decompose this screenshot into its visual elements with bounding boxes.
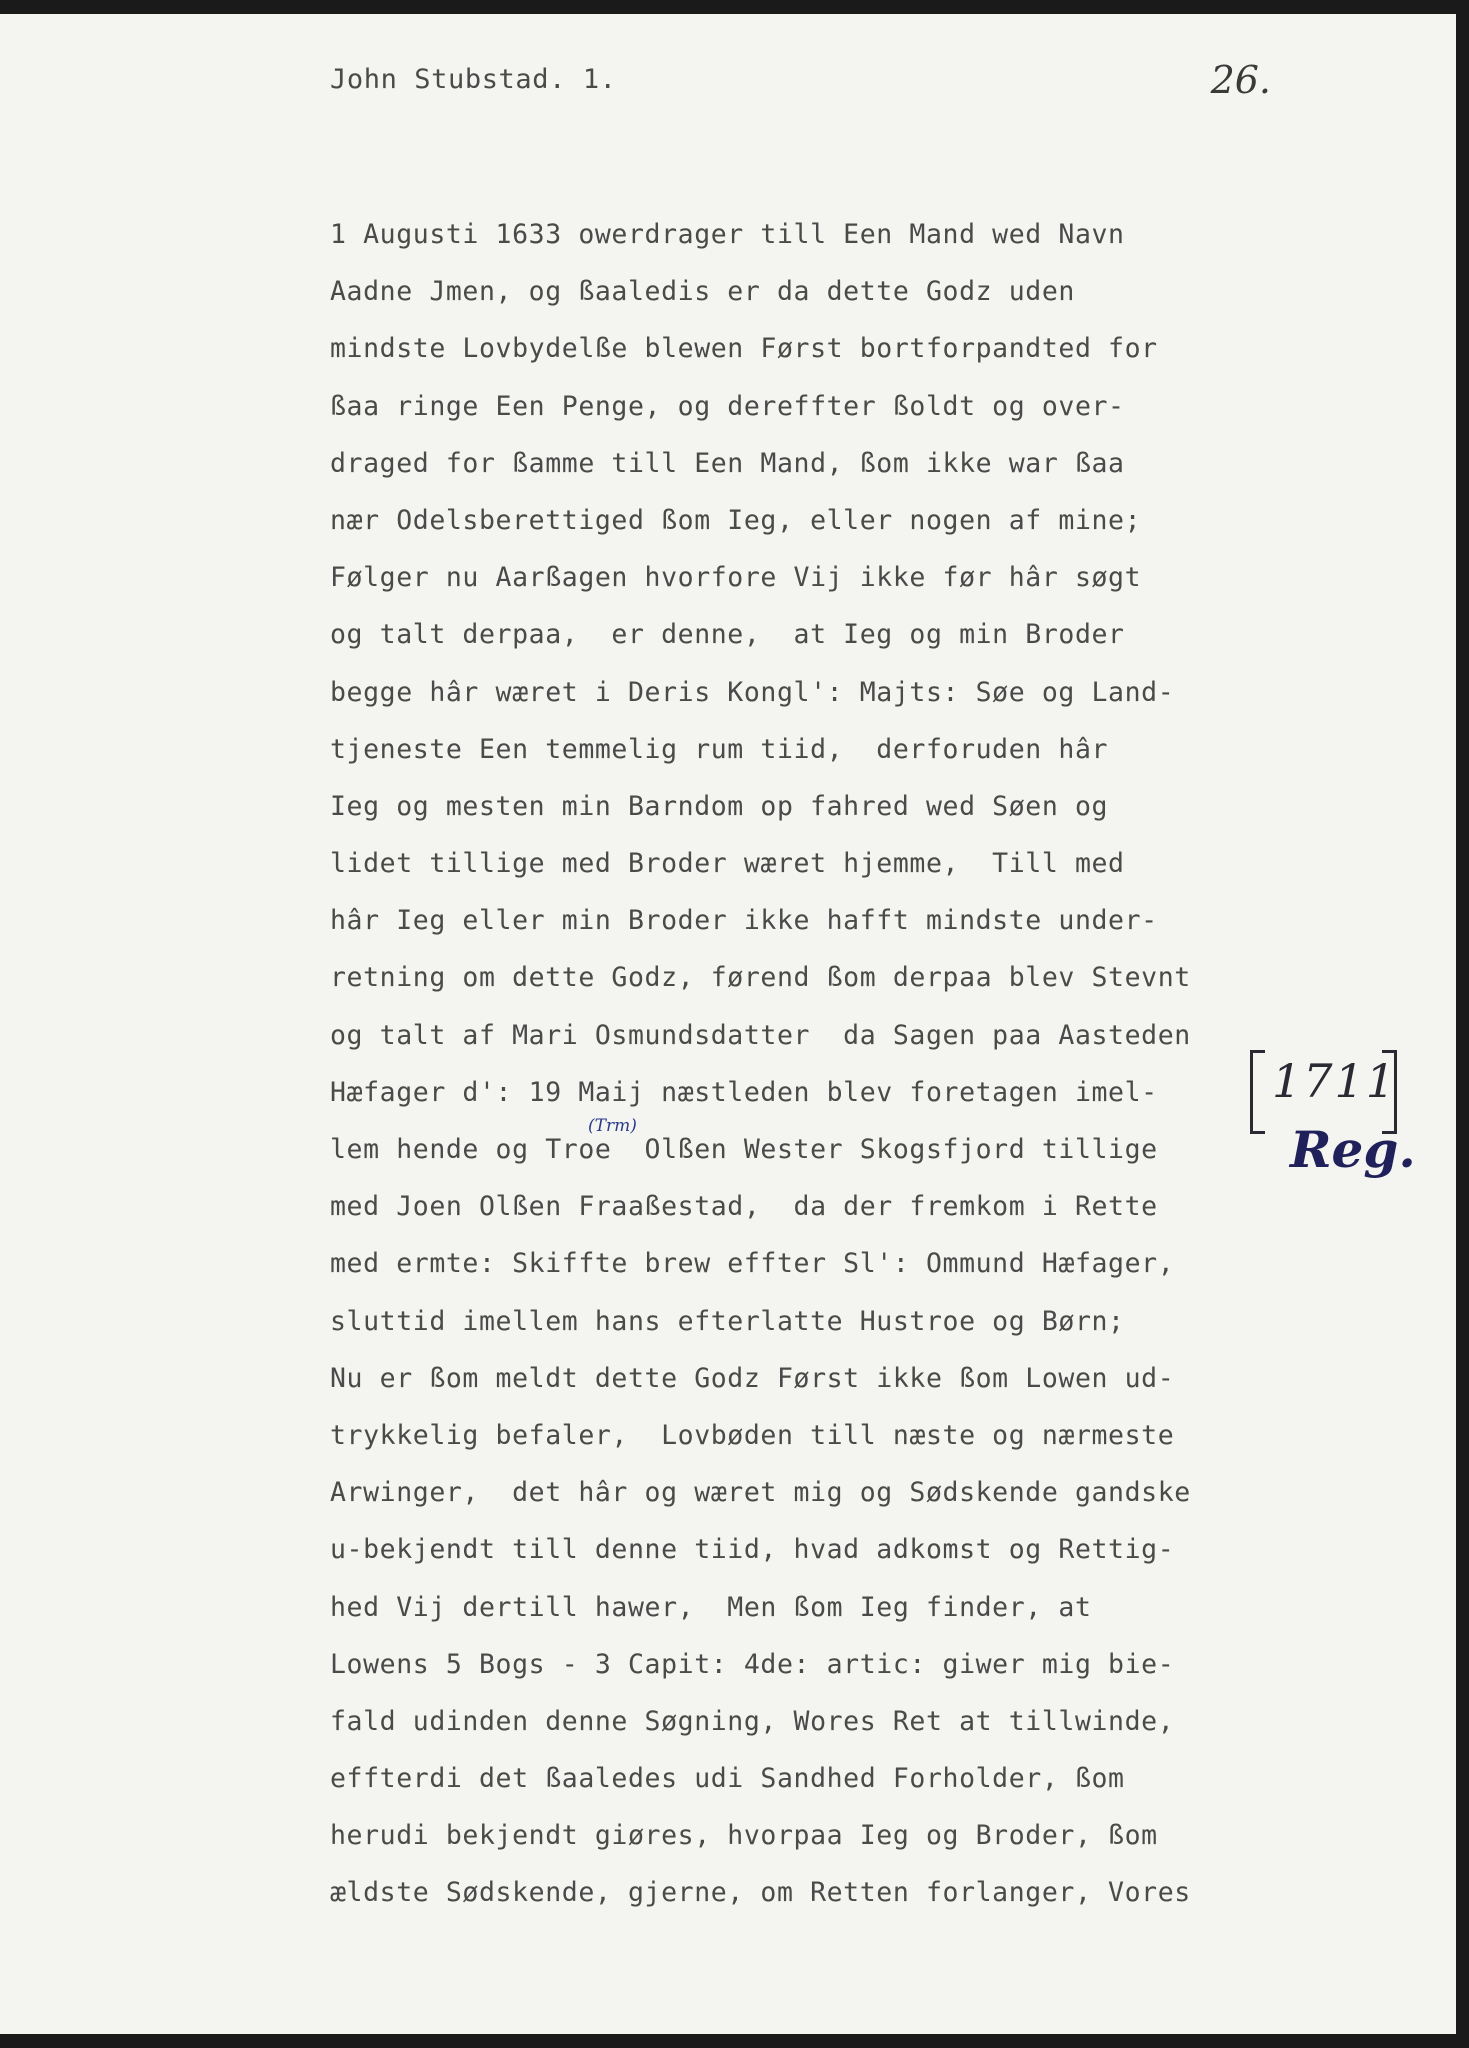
margin-reference: Reg. — [1290, 1120, 1416, 1179]
text-line: mindste Lovbydelße blewen Først bortforpandted for — [330, 333, 1158, 365]
document-body — [330, 206, 1250, 1922]
text-line: Ieg og mesten min Barndom op fahred wed Søen og — [330, 790, 1109, 822]
text-line: hed Vij dertill hawer, Men ßom Ieg finder, at — [330, 1591, 1092, 1623]
text-line: effterdi det ßaaledes udi Sandhed Forholder, ßom — [330, 1763, 1125, 1795]
text-line: ældste Sødskende, gjerne, om Retten forlanger, Vores — [330, 1877, 1191, 1909]
text-line: Arwinger, det hâr og wæret mig og Sødskende gandske — [330, 1477, 1191, 1509]
text-line: u-bekjendt till denne tiid, hvad adkomst og Rettig- — [330, 1534, 1175, 1566]
margin-number: 1711 — [1272, 1054, 1398, 1108]
interlinear-handwritten-note: (Trm) — [588, 1116, 637, 1136]
text-line: Hæfager d': 19 Maij næstleden blev foretagen imel- — [330, 1076, 1158, 1108]
text-line: lem hende og Troe Olßen Wester Skogsfjord tillige — [330, 1134, 1158, 1165]
text-line: tjeneste Een temmelig rum tiid, derforuden hâr — [330, 733, 1109, 765]
margin-handwritten-note — [1250, 1050, 1416, 1200]
text-line: lidet tillige med Broder wæret hjemme, Till med — [330, 848, 1125, 880]
text-line: ßaa ringe Een Penge, og dereffter ßoldt og over- — [330, 390, 1125, 422]
text-line: fald udinden denne Søgning, Wores Ret at tillwinde, — [330, 1705, 1175, 1737]
left-bracket — [1250, 1050, 1265, 1134]
text-line: nær Odelsberettiged ßom Ieg, eller nogen af mine; — [330, 504, 1142, 536]
page-number: 26. — [1210, 58, 1271, 102]
text-line: Følger nu Aarßagen hvorfore Vij ikke før hâr søgt — [330, 562, 1142, 594]
text-line: herudi bekjendt giøres, hvorpaa Ieg og Broder, ßom — [330, 1820, 1158, 1852]
text-line: og talt derpaa, er denne, at Ieg og min Broder — [330, 619, 1125, 651]
text-line: Lowens 5 Bogs - 3 Capit: 4de: artic: giwer mig bie- — [330, 1648, 1175, 1680]
text-line: retning om dette Godz, førend ßom derpaa blev Stevnt — [330, 962, 1191, 994]
text-line: Aadne Jmen, og ßaaledis er da dette Godz uden — [330, 276, 1075, 308]
text-line: begge hâr wæret i Deris Kongl': Majts: Søe og Land- — [330, 676, 1175, 708]
text-line: sluttid imellem hans efterlatte Hustroe og Børn; — [330, 1305, 1125, 1337]
text-line: trykkelig befaler, Lovbøden till næste og nærmeste — [330, 1419, 1175, 1451]
text-line: Nu er ßom meldt dette Godz Først ikke ßom Lowen ud- — [330, 1362, 1175, 1394]
text-line: hâr Ieg eller min Broder ikke hafft mindste under- — [330, 905, 1158, 937]
text-line: 1 Augusti 1633 owerdrager till Een Mand wed Navn — [330, 219, 1125, 250]
text-line: med ermte: Skiffte brew effter Sl': Ommund Hæfager, — [330, 1248, 1175, 1280]
text-line: og talt af Mari Osmundsdatter da Sagen paa Aasteden — [330, 1019, 1191, 1051]
text-line: draged for ßamme till Een Mand, ßom ikke war ßaa — [330, 447, 1125, 479]
document-header-title: John Stubstad. 1. — [330, 64, 617, 95]
document-page — [0, 14, 1456, 2034]
text-line: med Joen Olßen Fraaßestad, da der fremkom i Rette — [330, 1191, 1158, 1223]
